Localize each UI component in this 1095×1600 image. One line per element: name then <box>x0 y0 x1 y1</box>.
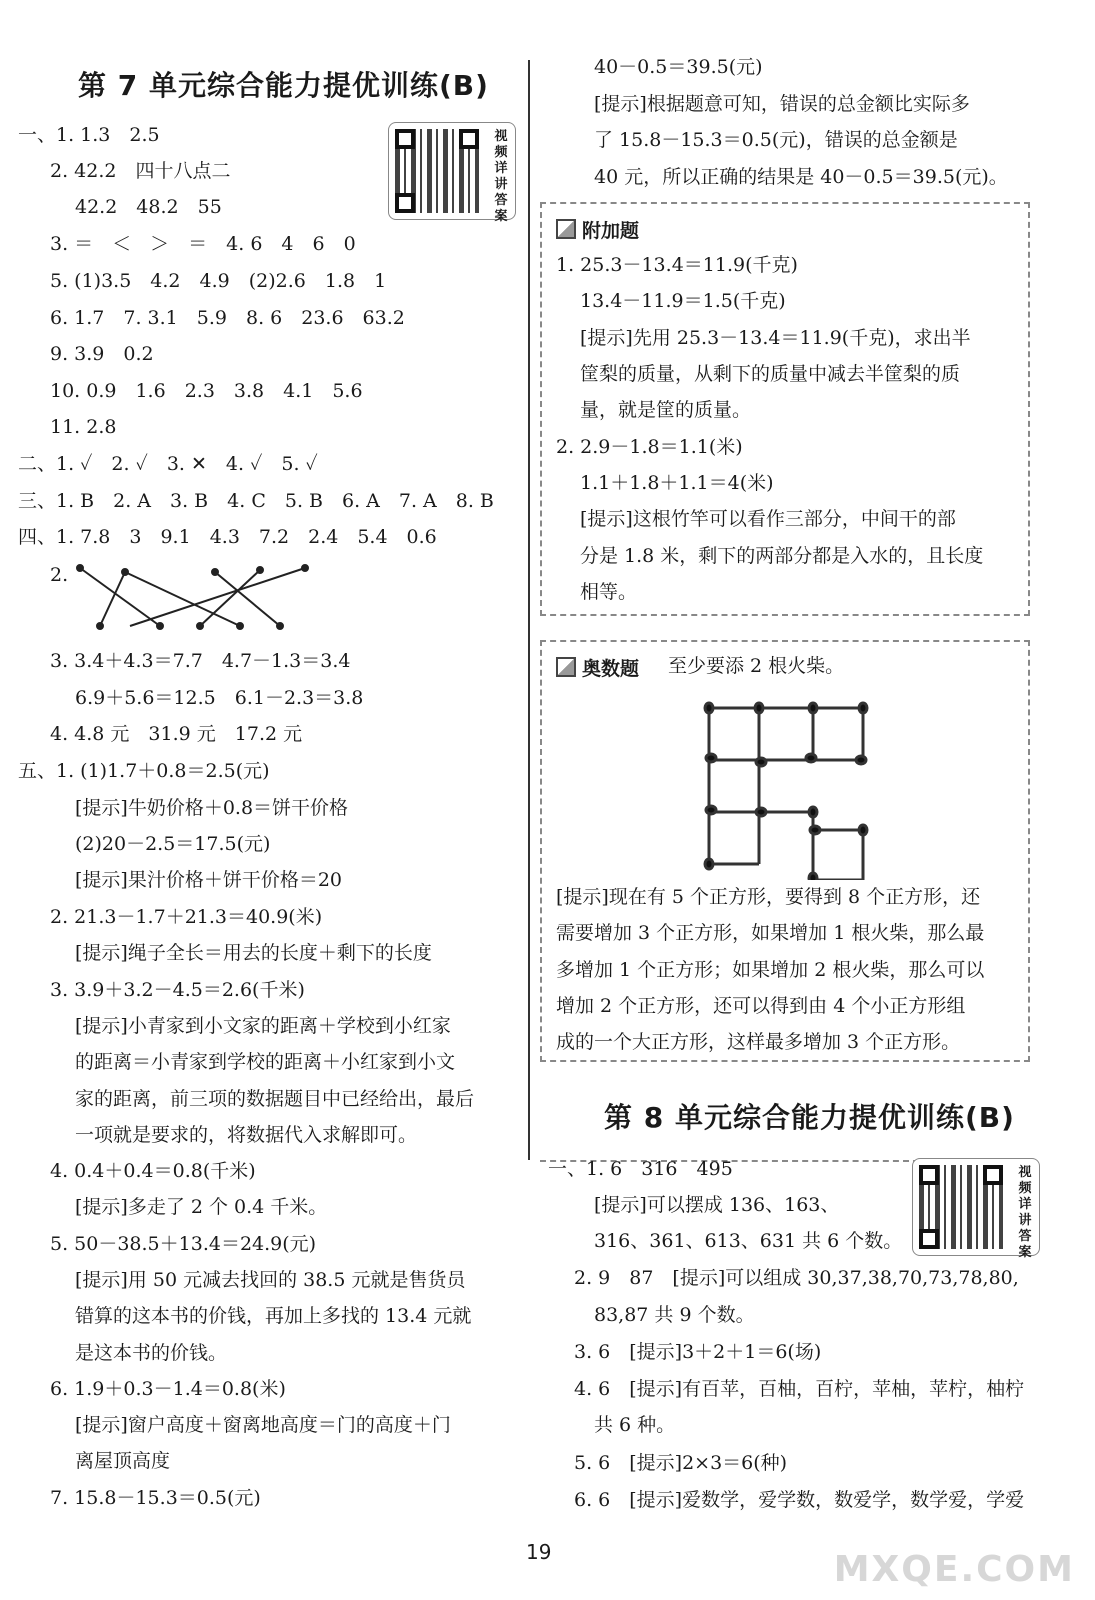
answer-line: 了 15.8－15.3＝0.5(元)，错误的总金额是 <box>594 129 958 151</box>
answer-line: 一、1. 6 316 495 <box>548 1158 733 1180</box>
answer-line: 6. 6 [提示]爱数学，爱学数，数爱学，数学爱，学爱 <box>574 1489 1025 1511</box>
answer-line: 3. 3.9＋3.2－4.5＝2.6(千米) <box>50 979 305 1001</box>
section-icon <box>556 219 576 239</box>
answer-line: 6. 1.9＋0.3－1.4＝0.8(米) <box>50 1378 286 1400</box>
answer-line: [提示]用 50 元减去找回的 38.5 元就是售货员 <box>75 1269 466 1291</box>
answer-line: 离屋顶高度 <box>75 1450 171 1472</box>
answer-line: 7. 15.8－15.3＝0.5(元) <box>50 1487 261 1509</box>
answer-line: 2. 2.9－1.8＝1.1(米) <box>556 436 743 458</box>
answer-line: 83,87 共 9 个数。 <box>594 1304 755 1326</box>
matchstick-figure <box>697 700 887 880</box>
qr-corner <box>395 193 415 213</box>
answer-line: [提示]窗户高度＋窗离地高度＝门的高度＋门 <box>75 1414 451 1436</box>
answer-line: [提示]先用 25.3－13.4＝11.9(千克)，求出半 <box>580 327 971 349</box>
answer-line: 10. 0.9 1.6 2.3 3.8 4.1 5.6 <box>50 380 363 402</box>
answer-line: 2. <box>50 564 69 586</box>
watermark: MXQE.COM <box>833 1549 1075 1590</box>
answer-line: [提示]根据题意可知，错误的总金额比实际多 <box>594 93 970 115</box>
answer-line: 3. 3.4＋4.3＝7.7 4.7－1.3＝3.4 <box>50 650 351 672</box>
qr-label: 视频详讲答案 <box>494 129 508 224</box>
answer-line: 四、1. 7.8 3 9.1 4.3 7.2 2.4 5.4 0.6 <box>18 526 437 548</box>
matching-lines-diagram <box>70 560 320 640</box>
unit7-title: 第 7 单元综合能力提优训练(B) <box>78 69 489 102</box>
answer-line: 相等。 <box>580 581 638 603</box>
answer-line: 家的距离，前三项的数据题目中已经给出，最后 <box>75 1088 475 1110</box>
answer-line: 需要增加 3 个正方形，如果增加 1 根火柴，那么最 <box>556 922 985 944</box>
answer-line: 多增加 1 个正方形；如果增加 2 根火柴，那么可以 <box>556 959 985 981</box>
answer-line: 4. 0.4＋0.4＝0.8(千米) <box>50 1160 256 1182</box>
answer-line: 增加 2 个正方形，还可以得到由 4 个小正方形组 <box>556 995 966 1017</box>
qr-corner <box>395 129 415 149</box>
answer-line: 一项就是要求的，将数据代入求解即可。 <box>75 1124 418 1146</box>
answer-line: [提示]多走了 2 个 0.4 千米。 <box>75 1196 328 1218</box>
qr-label: 视频详讲答案 <box>1018 1165 1032 1260</box>
answer-line: 是这本书的价钱。 <box>75 1342 228 1364</box>
unit8-title: 第 8 单元综合能力提优训练(B) <box>604 1101 1015 1134</box>
answer-line: 42.2 48.2 55 <box>75 196 222 218</box>
answer-line: [提示]可以摆成 136、163、 <box>594 1194 840 1216</box>
answer-line: 1. 25.3－13.4＝11.9(千克) <box>556 254 798 276</box>
column-divider <box>528 60 530 1160</box>
answer-line: [提示]小青家到小文家的距离＋学校到小红家 <box>75 1015 451 1037</box>
extra-heading-label: 附加题 <box>582 220 640 242</box>
answer-line: 11. 2.8 <box>50 416 117 438</box>
answer-line: 40－0.5＝39.5(元) <box>594 56 763 78</box>
answer-line: 5. (1)3.5 4.2 4.9 (2)2.6 1.8 1 <box>50 270 387 292</box>
answer-line: 五、1. (1)1.7＋0.8＝2.5(元) <box>18 760 270 782</box>
page-number: 19 <box>526 1540 552 1564</box>
answer-line: 2. 9 87 [提示]可以组成 30,37,38,70,73,78,80, <box>574 1267 1019 1289</box>
answer-line: 错算的这本书的价钱，再加上多找的 13.4 元就 <box>75 1305 472 1327</box>
answer-line: 13.4－11.9＝1.5(千克) <box>580 290 786 312</box>
answer-line: 4. 6 [提示]有百苹，百柚，百柠，苹柚，苹柠，柚柠 <box>574 1378 1025 1400</box>
section-icon <box>556 657 576 677</box>
olympiad-heading <box>556 654 639 681</box>
extra-heading <box>556 216 639 243</box>
answer-line: [提示]这根竹竿可以看作三部分，中间干的部 <box>580 508 956 530</box>
answer-line: 6.9＋5.6＝12.5 6.1－2.3＝3.8 <box>75 687 364 709</box>
qr-corner <box>983 1165 1003 1185</box>
answer-line: 3. 6 [提示]3＋2＋1＝6(场) <box>574 1341 822 1363</box>
answer-line: 9. 3.9 0.2 <box>50 343 154 365</box>
answer-line: 二、1. ✓ 2. ✓ 3. ✕ 4. ✓ 5. ✓ <box>18 453 318 475</box>
answer-line: [提示]绳子全长＝用去的长度＋剩下的长度 <box>75 942 432 964</box>
answer-line: 40 元，所以正确的结果是 40－0.5＝39.5(元)。 <box>594 166 1008 188</box>
olympiad-heading-label: 奥数题 <box>582 658 640 680</box>
answer-line: 1.1＋1.8＋1.1＝4(米) <box>580 472 774 494</box>
unit8-qr-code <box>912 1158 1040 1260</box>
unit7-qr-code <box>388 122 516 224</box>
answer-line: 316、361、613、631 共 6 个数。 <box>594 1230 903 1252</box>
answer-line: 5. 6 [提示]2×3＝6(种) <box>574 1452 788 1474</box>
answer-line: 共 6 种。 <box>594 1414 676 1436</box>
answer-line: 成的一个大正方形，这样最多增加 3 个正方形。 <box>556 1031 961 1053</box>
answer-line: (2)20－2.5＝17.5(元) <box>75 833 271 855</box>
answer-line: 分是 1.8 米，剩下的两部分都是入水的，且长度 <box>580 545 984 567</box>
answer-line: 6. 1.7 7. 3.1 5.9 8. 6 23.6 63.2 <box>50 307 405 329</box>
answer-line: 5. 50－38.5＋13.4＝24.9(元) <box>50 1233 317 1255</box>
olympiad-answer: 至少要添 2 根火柴。 <box>668 655 845 677</box>
answer-line: [提示]牛奶价格＋0.8＝饼干价格 <box>75 797 349 819</box>
answer-line: 4. 4.8 元 31.9 元 17.2 元 <box>50 723 303 745</box>
answer-line: 2. 42.2 四十八点二 <box>50 160 231 182</box>
answer-line: 2. 21.3－1.7＋21.3＝40.9(米) <box>50 906 323 928</box>
answer-line: 量，就是筐的质量。 <box>580 399 752 421</box>
answer-line: 一、1. 1.3 2.5 <box>18 124 160 146</box>
answer-line: [提示]现在有 5 个正方形，要得到 8 个正方形，还 <box>556 886 981 908</box>
answer-line: [提示]果汁价格＋饼干价格＝20 <box>75 869 343 891</box>
qr-corner <box>919 1165 939 1185</box>
answer-line: 三、1. B 2. A 3. B 4. C 5. B 6. A 7. A 8. B <box>18 490 494 512</box>
qr-corner <box>919 1229 939 1249</box>
answer-line: 的距离＝小青家到学校的距离＋小红家到小文 <box>75 1051 456 1073</box>
qr-corner <box>459 129 479 149</box>
answer-line: 筐梨的质量，从剩下的质量中减去半筐梨的质 <box>580 363 961 385</box>
answer-line: 3. ＝ ＜ ＞ ＝ 4. 6 4 6 0 <box>50 233 356 255</box>
